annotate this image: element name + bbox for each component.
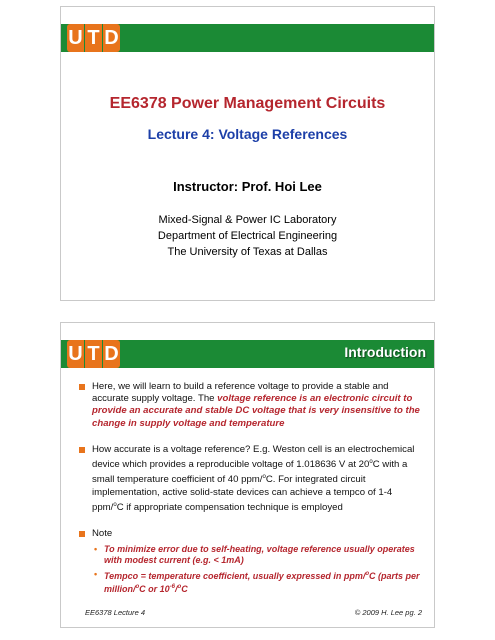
logo-letter: T: [85, 340, 102, 368]
exponent: -6: [169, 583, 176, 590]
utd-logo: [67, 24, 121, 52]
course-title: EE6378 Power Management Circuits: [109, 95, 386, 112]
logo-letter: U: [67, 24, 84, 52]
sub-bullet-text: C or 10: [139, 583, 170, 594]
affiliation-line: Department of Electrical Engineering: [157, 230, 338, 242]
bullet-text: Note: [92, 528, 113, 540]
bullet-item: [79, 381, 420, 430]
degree-symbol: o: [262, 474, 266, 481]
bullet-item: [79, 528, 420, 594]
footer-page: © 2009 H. Lee pg. 2: [354, 608, 422, 617]
bullet-item: [79, 444, 420, 515]
title-slide: [60, 6, 435, 301]
utd-logo: [67, 340, 121, 368]
introduction-slide: [60, 322, 435, 628]
bullet-text: How accurate is a voltage reference? E.g. Weston cell is an electrochemical device which provides a reproducible voltage of 1.018636 V at 20: [92, 443, 415, 471]
sub-bullet-text: C (parts per million/: [104, 570, 420, 594]
footer-course: EE6378 Lecture 4: [85, 608, 146, 617]
lecture-title: Lecture 4: Voltage References: [147, 126, 348, 142]
logo-letter: U: [67, 340, 84, 368]
logo-letter: D: [103, 24, 120, 52]
slide-body: [79, 381, 420, 609]
sub-bullet-text: C: [181, 583, 188, 594]
degree-symbol: o: [177, 583, 182, 590]
bullet-emphasis: voltage reference is an electronic circuit to provide an accurate and stable DC voltage that is very insensitive to the change in supply voltage and temperature: [92, 393, 420, 429]
sub-bullet: [92, 569, 420, 595]
sub-list: [92, 544, 420, 595]
sub-bullet-text: /: [175, 583, 178, 594]
sub-bullet-text: Tempco = temperature coefficient, usually expressed in ppm/: [104, 570, 366, 581]
bullet-text: C if appropriate compensation technique is employed: [116, 502, 343, 514]
slide-title: Introduction: [344, 344, 426, 360]
bullet-text: C. For integrated circuit implementation, active solid-state devices can achieve a tempco of 1-4 ppm/: [92, 474, 393, 514]
logo-letter: T: [85, 24, 102, 52]
sub-bullet: • To minimize error due to self-heating, voltage reference usually operates with modest current (e.g. < 1mA): [92, 544, 420, 566]
affiliation-line: Mixed-Signal & Power IC Laboratory: [158, 214, 337, 226]
degree-symbol: o: [369, 459, 373, 466]
logo-letter: D: [103, 340, 120, 368]
instructor-name: Instructor: Prof. Hoi Lee: [173, 179, 322, 194]
bullet-text: C with a small temperature coefficient of 40 ppm/: [92, 459, 408, 486]
degree-symbol: o: [365, 570, 370, 577]
affiliation-line: The University of Texas at Dallas: [167, 246, 328, 258]
bullet-text: Here, we will learn to build a reference voltage to provide a stable and accurate supply voltage. The: [92, 381, 389, 405]
degree-symbol: o: [135, 583, 140, 590]
affiliation-block: [61, 212, 434, 260]
degree-symbol: o: [113, 502, 117, 508]
